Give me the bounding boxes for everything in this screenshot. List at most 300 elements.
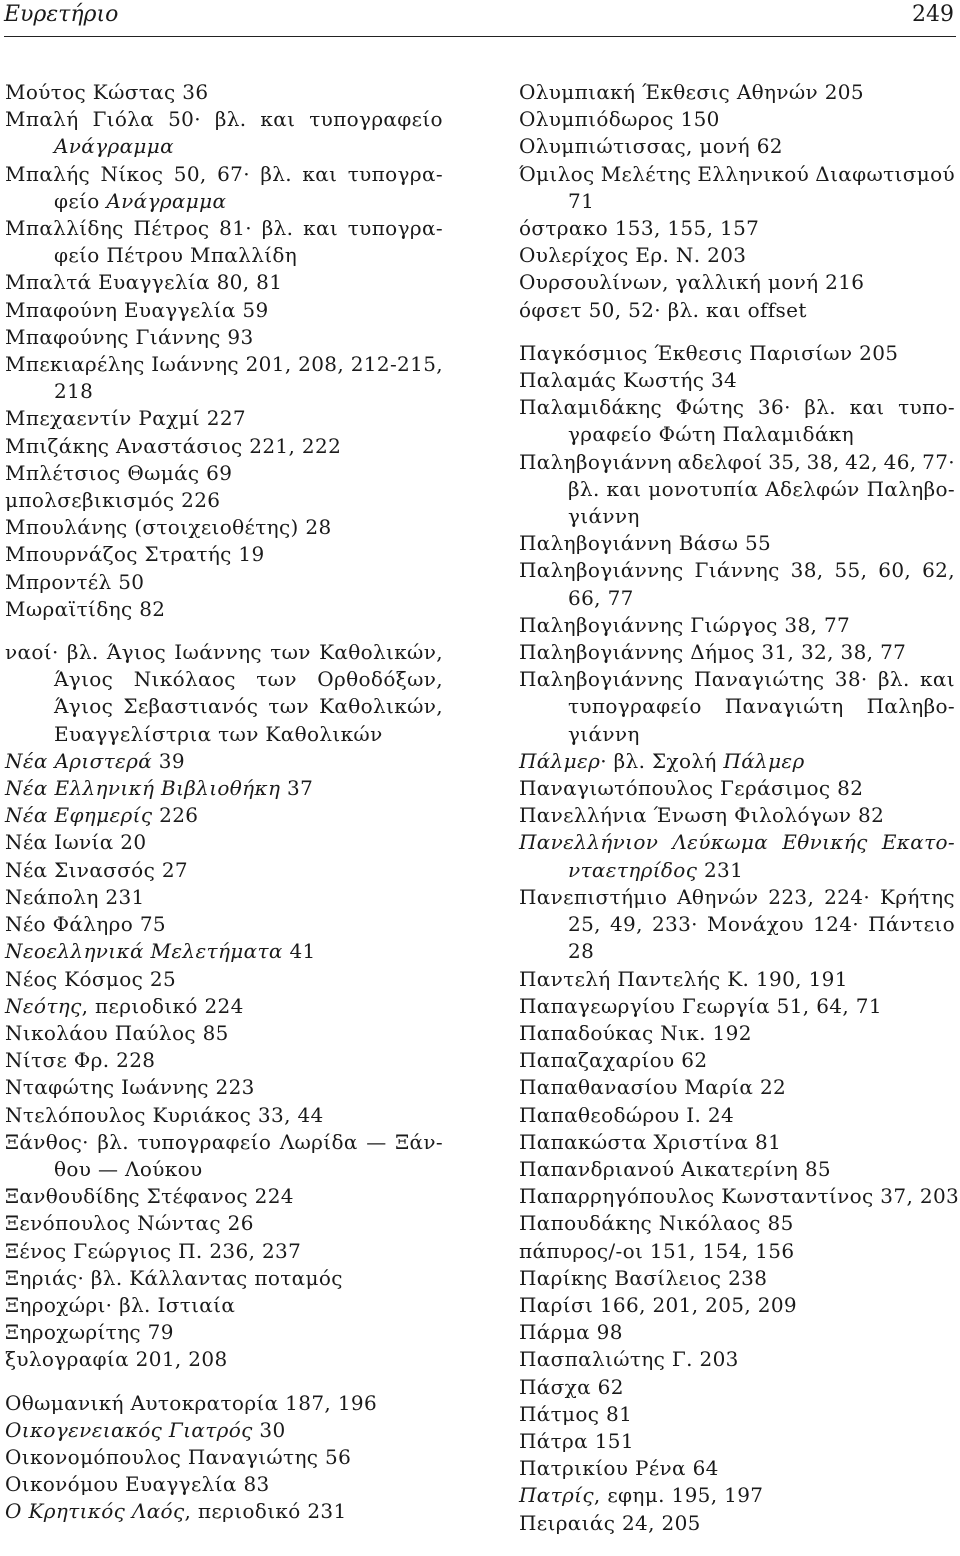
- entry-text: Ουρσουλίνων, γαλλική μονή 216: [519, 270, 865, 295]
- index-entry: [519, 1047, 955, 1074]
- entry-text: 37: [280, 776, 314, 801]
- index-entry: [519, 1346, 955, 1373]
- index-entry: [519, 1074, 955, 1101]
- entry-text: Μονάχου: [706, 912, 804, 937]
- entry-text: Γιόλα: [92, 107, 155, 132]
- index-entry: [519, 340, 955, 367]
- italic-title-text: Ο Κρητικός Λαός: [5, 1499, 185, 1524]
- entry-text: Πανεπιστήμιο: [519, 884, 668, 909]
- entry-text: Παγκόσμιος Έκθεσις Παρισίων 205: [519, 340, 899, 365]
- index-entry: [5, 324, 443, 351]
- index-entry-continuation: [519, 721, 955, 748]
- entry-text: Παπανδριανού Αικατερίνη 85: [519, 1156, 831, 1181]
- entry-text: Παρίκης Βασίλειος 238: [519, 1265, 768, 1290]
- index-entry-continuation: [519, 693, 955, 720]
- index-entry: [519, 367, 955, 394]
- entry-text: και: [849, 395, 885, 420]
- entry-text: Μπλέτσιος Θωμάς 69: [5, 460, 233, 485]
- index-entry: [519, 993, 955, 1020]
- entry-text: Παλαμάς Κωστής 34: [519, 368, 738, 393]
- entry-text: Ιωάννης: [151, 352, 239, 377]
- entry-text: Μπαφούνη Ευαγγελία 59: [5, 297, 269, 322]
- entry-text: Άγιος: [106, 640, 167, 665]
- entry-text: Παπαδούκας Νικ. 192: [519, 1020, 752, 1045]
- index-entry-continuation: [5, 693, 443, 720]
- index-entry: [5, 1074, 443, 1101]
- index-entry: [5, 1047, 443, 1074]
- index-entry: [5, 596, 443, 623]
- entry-text: Οικονόμου Ευαγγελία 83: [5, 1472, 270, 1497]
- index-entry: [5, 215, 443, 242]
- index-entry: [519, 449, 955, 476]
- index-entry: [5, 487, 443, 514]
- index-entry: [5, 748, 443, 775]
- entry-text: των: [270, 640, 311, 665]
- entry-text: Πέτρος: [133, 216, 210, 241]
- index-entry: [519, 1102, 955, 1129]
- entry-text: όφσετ 50, 52· βλ. και offset: [519, 297, 807, 322]
- entry-text: γιάννη: [568, 504, 640, 529]
- entry-text: βλ.: [97, 1129, 129, 1154]
- entry-text: Οικονομόπουλος Παναγιώτης 56: [5, 1444, 352, 1469]
- entry-text: 62,: [922, 558, 955, 583]
- entry-text: 77·: [922, 449, 955, 474]
- index-entry-continuation: [519, 585, 955, 612]
- entry-text: Μπαφούνης Γιάννης 93: [5, 324, 254, 349]
- entry-text: Ιωάννης: [174, 640, 262, 665]
- index-entry: [5, 433, 443, 460]
- entry-text: Παναγιώτης: [693, 667, 825, 692]
- entry-text: , περιοδικό 224: [81, 993, 244, 1018]
- entry-text: γιάννη: [568, 721, 640, 746]
- entry-text: 60,: [878, 558, 912, 583]
- entry-text: 35,: [768, 449, 802, 474]
- entry-text: · βλ. Σχολή: [600, 748, 724, 773]
- italic-title-text: Νέα Αριστερά: [5, 748, 153, 773]
- entry-text: βλ.: [804, 395, 837, 420]
- index-entry: [519, 1374, 955, 1401]
- entry-text: Ολυμπιόδωρος 150: [519, 107, 720, 132]
- italic-title-text: Πατρίς: [519, 1483, 594, 1508]
- index-entry: [519, 161, 955, 188]
- entry-text: Παπαγεωργίου Γεωργία 51, 64, 71: [519, 993, 882, 1018]
- index-entry: [5, 106, 443, 133]
- entry-text: τυπογρα-: [347, 216, 443, 241]
- index-column-left: [5, 79, 443, 1526]
- index-entry: [5, 1129, 443, 1156]
- entry-text: όστρακο 153, 155, 157: [519, 216, 760, 241]
- entry-text: 224·: [824, 884, 871, 909]
- entry-text: Πάτμος 81: [519, 1401, 633, 1426]
- index-entry: [519, 1510, 955, 1537]
- index-entry: [5, 1020, 443, 1047]
- entry-text: 67·: [217, 161, 250, 186]
- index-entry: [5, 297, 443, 324]
- entry-text: Πασπαλιώτης Γ. 203: [519, 1347, 739, 1372]
- italic-title-text: Οικογενειακός Γιατρός: [5, 1417, 253, 1442]
- entry-text: Ξηροχώρι· βλ. Ιστιαία: [5, 1292, 236, 1317]
- index-entry: [519, 666, 955, 693]
- entry-text: 38·: [834, 667, 868, 692]
- entry-text: Παναγιώτη: [724, 694, 844, 719]
- entry-text: Ευαγγελίστρια των Καθολικών: [54, 721, 383, 746]
- index-entry: [5, 1210, 443, 1237]
- entry-text: ναοί·: [5, 640, 59, 665]
- entry-text: τυπογραφείο: [137, 1129, 272, 1154]
- entry-text: βλ.: [260, 161, 292, 186]
- index-entry: [519, 133, 955, 160]
- entry-text: Όμιλος: [519, 161, 595, 186]
- entry-text: 38,: [806, 449, 840, 474]
- entry-text: Νέα Σινασσός 27: [5, 857, 188, 882]
- entry-text: βλ.: [261, 216, 294, 241]
- index-entry: [5, 269, 443, 296]
- entry-text: και: [260, 107, 296, 132]
- entry-text: Ολυμπιακή Έκθεσις Αθηνών 205: [519, 80, 864, 104]
- header-rule: [4, 36, 956, 37]
- index-entry: [519, 775, 955, 802]
- index-entry: [519, 1156, 955, 1183]
- entry-text: Μωραϊτίδης 82: [5, 596, 166, 621]
- entry-text: Ξάνθος·: [5, 1129, 89, 1154]
- index-entry-continuation: [5, 721, 443, 748]
- entry-text: Παπαζαχαρίου 62: [519, 1048, 708, 1073]
- entry-text: Άγιος: [54, 694, 114, 719]
- entry-text: Κρήτης: [879, 884, 955, 909]
- page-number: 249: [912, 2, 954, 27]
- index-entry: [519, 215, 955, 242]
- entry-text: τυπο-: [898, 395, 955, 420]
- entry-text: ξυλογραφία 201, 208: [5, 1347, 228, 1372]
- index-entry: [5, 1471, 443, 1498]
- entry-text: Νικόλαος: [133, 667, 236, 692]
- index-entry: [5, 161, 443, 188]
- entry-text: 223,: [768, 884, 815, 909]
- italic-title-text: Νέα Εφημερίς: [5, 803, 153, 828]
- entry-text: Πάσχα 62: [519, 1374, 624, 1399]
- index-entry: [5, 938, 443, 965]
- index-entry-continuation: [519, 911, 955, 938]
- entry-text: Μπαλτά Ευαγγελία 80, 81: [5, 270, 283, 295]
- entry-text: βλ.: [214, 107, 247, 132]
- entry-text: Άγιος: [54, 667, 114, 692]
- index-entry: [5, 1390, 443, 1417]
- entry-text: 212-215,: [350, 352, 443, 377]
- index-entry: [519, 612, 955, 639]
- entry-text: Μπαλή: [5, 107, 79, 132]
- entry-text: Πάτρα 151: [519, 1428, 634, 1453]
- entry-text: Νικολάου Παύλος 85: [5, 1020, 229, 1045]
- index-entry: [5, 1102, 443, 1129]
- entry-text: 49,: [609, 912, 643, 937]
- entry-text: Διαφωτισμού: [815, 161, 955, 186]
- entry-text: Ξενόπουλος Νώντας 26: [5, 1211, 254, 1236]
- index-entry: [519, 106, 955, 133]
- entry-text: βλ.: [66, 640, 99, 665]
- index-entry: [5, 966, 443, 993]
- entry-text: Παληβογιάννη: [519, 449, 673, 474]
- entry-text: —: [366, 1129, 387, 1154]
- entry-text: 28: [568, 939, 595, 964]
- italic-title-text: νταετηρίδος: [568, 857, 698, 882]
- index-entry: [5, 1183, 443, 1210]
- index-entry: [5, 1238, 443, 1265]
- index-entry: [519, 1455, 955, 1482]
- entry-text: 25,: [568, 912, 601, 937]
- entry-text: μπολσεβικισμός 226: [5, 488, 221, 513]
- entry-text: Πάντειο: [868, 912, 955, 937]
- italic-title-text: Νέα Ελληνική Βιβλιοθήκη: [5, 776, 281, 801]
- entry-text: 233·: [651, 912, 698, 937]
- page-header: [0, 0, 960, 34]
- entry-text: 81·: [219, 216, 252, 241]
- index-entry-continuation: [5, 378, 443, 405]
- index-entry: [519, 1210, 955, 1237]
- entry-text: Νίτσε Φρ. 228: [5, 1048, 156, 1073]
- entry-text: 201,: [245, 352, 292, 377]
- index-entry: [519, 269, 955, 296]
- index-entry: [5, 79, 443, 106]
- index-entry: [519, 1265, 955, 1292]
- entry-text: τυπογραφείο: [568, 694, 702, 719]
- index-entry: [519, 242, 955, 269]
- entry-text: 39: [152, 748, 185, 773]
- index-entry: [5, 1417, 443, 1444]
- italic-title-text: Νεοελληνικά Μελετήματα: [5, 939, 283, 964]
- index-entry: [519, 1129, 955, 1156]
- entry-text: Ορθοδόξων,: [317, 667, 443, 692]
- index-entry: [5, 1498, 443, 1525]
- index-entry: [519, 1238, 955, 1265]
- index-entry: [5, 541, 443, 568]
- entry-text: Μπροντέλ 50: [5, 569, 145, 594]
- entry-text: Νεάπολη 231: [5, 884, 145, 909]
- index-entry-continuation: [5, 133, 443, 160]
- index-entry: [5, 1319, 443, 1346]
- index-entry: [519, 966, 955, 993]
- index-entry: [5, 911, 443, 938]
- entry-text: 38,: [790, 558, 824, 583]
- entry-text: Φώτης: [675, 395, 745, 420]
- index-entry: [519, 639, 955, 666]
- entry-text: τυπογραφείο: [309, 107, 443, 132]
- entry-text: Μούτος Κώστας 36: [5, 80, 209, 104]
- index-entry: [519, 79, 955, 106]
- index-entry: [519, 1183, 960, 1210]
- index-entry-continuation: [519, 188, 955, 215]
- entry-text: Αδελφών: [765, 476, 860, 501]
- entry-text: και: [606, 476, 642, 501]
- index-entry-continuation: [519, 938, 955, 965]
- index-entry: [519, 884, 955, 911]
- index-column-right: [519, 79, 960, 1537]
- entry-text: και: [920, 667, 955, 692]
- index-entry-continuation: [5, 242, 443, 269]
- entry-text: Ουλερίχος Ερ. Ν. 203: [519, 243, 747, 268]
- entry-text: 50,: [173, 161, 207, 186]
- entry-text: και: [303, 216, 339, 241]
- italic-title-text: Ανάγραμμα: [54, 134, 174, 159]
- index-entry-continuation: [519, 857, 955, 884]
- index-entry: [5, 802, 443, 829]
- index-entry-continuation: [519, 421, 955, 448]
- entry-text: Ντελόπουλος Κυριάκος 33, 44: [5, 1102, 324, 1127]
- entry-text: 231: [697, 857, 744, 882]
- entry-text: Παληβογιάννη Βάσω 55: [519, 531, 772, 556]
- entry-text: 124·: [813, 912, 859, 937]
- italic-title-text: Πανελλήνιον: [519, 830, 659, 855]
- italic-title-text: Πάλμερ: [723, 748, 805, 773]
- index-entry: [5, 514, 443, 541]
- entry-text: 208,: [298, 352, 345, 377]
- entry-text: Σεβαστιανός: [123, 694, 259, 719]
- index-entry: [5, 639, 443, 666]
- entry-text: 41: [282, 939, 316, 964]
- entry-text: Λωρίδα: [279, 1129, 358, 1154]
- index-entry: [5, 569, 443, 596]
- entry-text: Μπαλλίδης: [5, 216, 124, 241]
- italic-title-text: Πάλμερ: [519, 748, 601, 773]
- italic-title-text: Νεότης: [5, 993, 82, 1018]
- entry-text: Νέος Κόσμος 25: [5, 966, 177, 991]
- entry-text: Παληβο-: [866, 694, 955, 719]
- index-entry: [519, 1020, 955, 1047]
- entry-text: Παληβογιάννης Γιώργος 38, 77: [519, 612, 851, 637]
- entry-text: των: [268, 694, 309, 719]
- entry-text: 30: [252, 1417, 286, 1442]
- index-entry: [5, 775, 443, 802]
- index-entry: [5, 1346, 443, 1373]
- entry-text: , εφημ. 195, 197: [593, 1483, 764, 1508]
- entry-text: Καθολικών,: [319, 694, 443, 719]
- index-entry: [519, 1482, 955, 1509]
- entry-text: Μπεκιαρέλης: [5, 352, 145, 377]
- entry-text: Πάρμα 98: [519, 1320, 623, 1345]
- index-entry: [519, 829, 955, 856]
- entry-text: Ξάν-: [395, 1129, 443, 1154]
- index-entry: [5, 351, 443, 378]
- entry-text: Νέο Φάληρο 75: [5, 912, 166, 937]
- index-entry-continuation: [5, 188, 443, 215]
- italic-title-text: Ανάγραμμα: [106, 188, 227, 213]
- entry-text: βλ.: [878, 667, 910, 692]
- entry-text: Παλαμιδάκης: [519, 395, 663, 420]
- entry-text: 55,: [834, 558, 868, 583]
- index-entry: [5, 1444, 443, 1471]
- index-entry-continuation: [519, 476, 955, 503]
- index-entry: [5, 1265, 443, 1292]
- entry-text: Μπουλάνης (στοιχειοθέτης) 28: [5, 515, 332, 540]
- entry-text: βλ.: [568, 476, 600, 501]
- entry-text: φείο Πέτρου Μπαλλίδη: [54, 243, 298, 268]
- entry-text: Οθωμανική Αυτοκρατορία 187, 196: [5, 1390, 378, 1415]
- italic-title-text: Λεύκωμα: [672, 830, 769, 855]
- entry-text: αδελφοί: [677, 449, 763, 474]
- index-entry: [519, 802, 955, 829]
- index-entry: [519, 530, 955, 557]
- italic-title-text: Εκατο-: [881, 830, 955, 855]
- entry-text: και: [302, 161, 338, 186]
- entry-text: Παληβογιάννης: [519, 558, 684, 583]
- entry-text: Παπαρρηγόπουλος Κωνσταντίνος 37, 203: [519, 1184, 960, 1209]
- entry-text: Μελέτης: [600, 161, 692, 186]
- index-entry: [5, 1292, 443, 1319]
- entry-text: Πειραιάς 24, 205: [519, 1510, 701, 1535]
- italic-title-text: Εθνικής: [782, 830, 868, 855]
- entry-text: , περιοδικό 231: [184, 1499, 347, 1524]
- entry-text: Μπιζάκης Αναστάσιος 221, 222: [5, 433, 342, 458]
- entry-text: Νέα Ιωνία 20: [5, 830, 147, 855]
- entry-text: Γιάννης: [694, 558, 780, 583]
- entry-text: 66, 77: [568, 585, 634, 610]
- index-entry: [519, 557, 955, 584]
- entry-text: θου — Λούκου: [54, 1156, 203, 1181]
- entry-text: Παναγιωτόπουλος Γεράσιμος 82: [519, 776, 864, 801]
- index-entry: [519, 748, 955, 775]
- entry-text: Πατρικίου Ρένα 64: [519, 1456, 719, 1481]
- entry-text: Καθολικών,: [319, 640, 443, 665]
- entry-text: 42,: [845, 449, 879, 474]
- entry-text: Παπαθεοδώρου Ι. 24: [519, 1102, 735, 1127]
- entry-text: Παληβογιάννης: [519, 667, 684, 692]
- entry-text: 46,: [883, 449, 917, 474]
- index-entry: [519, 1401, 955, 1428]
- index-entry: [519, 1319, 955, 1346]
- entry-text: Μπουρνάζος Στρατής 19: [5, 542, 265, 567]
- entry-text: 218: [54, 379, 94, 404]
- index-entry: [5, 857, 443, 884]
- index-entry: [5, 884, 443, 911]
- entry-text: Ξένος Γεώργιος Π. 236, 237: [5, 1238, 302, 1263]
- entry-text: 71: [568, 188, 595, 213]
- entry-text: Ξηριάς· βλ. Κάλλαντας ποταμός: [5, 1265, 343, 1290]
- index-entry-continuation: [5, 1156, 443, 1183]
- entry-text: Αθηνών: [677, 884, 759, 909]
- entry-text: Ξηροχωρίτης 79: [5, 1320, 174, 1345]
- entry-text: 50·: [168, 107, 201, 132]
- index-entry-continuation: [5, 666, 443, 693]
- entry-text: φείο: [54, 188, 107, 213]
- entry-text: πάπυρος/-οι 151, 154, 156: [519, 1238, 795, 1263]
- index-entry: [519, 1292, 955, 1319]
- index-entry: [5, 993, 443, 1020]
- entry-text: 226: [152, 803, 199, 828]
- entry-text: των: [256, 667, 297, 692]
- entry-text: Παρίσι 166, 201, 205, 209: [519, 1292, 797, 1317]
- index-entry: [5, 829, 443, 856]
- entry-text: Μπαλής: [5, 161, 91, 186]
- entry-text: 36·: [757, 395, 791, 420]
- entry-text: Πανελλήνια Ένωση Φιλολόγων 82: [519, 803, 885, 828]
- index-entry: [5, 405, 443, 432]
- entry-text: Νταφώτης Ιωάννης 223: [5, 1075, 255, 1100]
- entry-text: Ελληνικού: [697, 161, 810, 186]
- index-entry-continuation: [519, 503, 955, 530]
- entry-text: Παπακώστα Χριστίνα 81: [519, 1129, 782, 1154]
- entry-text: γραφείο Φώτη Παλαμιδάκη: [568, 422, 854, 447]
- entry-text: Ολυμπιώτισσας, μονή 62: [519, 134, 783, 159]
- entry-text: μονοτυπία: [648, 476, 759, 501]
- index-entry: [5, 460, 443, 487]
- entry-text: Παπαθανασίου Μαρία 22: [519, 1075, 787, 1100]
- entry-text: Ξανθουδίδης Στέφανος 224: [5, 1184, 294, 1209]
- entry-text: Παληβογιάννης Δήμος 31, 32, 38, 77: [519, 640, 907, 665]
- index-entry: [519, 394, 955, 421]
- entry-text: Παντελή Παντελής Κ. 190, 191: [519, 966, 848, 991]
- index-entry: [519, 1428, 955, 1455]
- entry-text: Νίκος: [100, 161, 164, 186]
- running-title: Ευρετήριο: [4, 2, 119, 27]
